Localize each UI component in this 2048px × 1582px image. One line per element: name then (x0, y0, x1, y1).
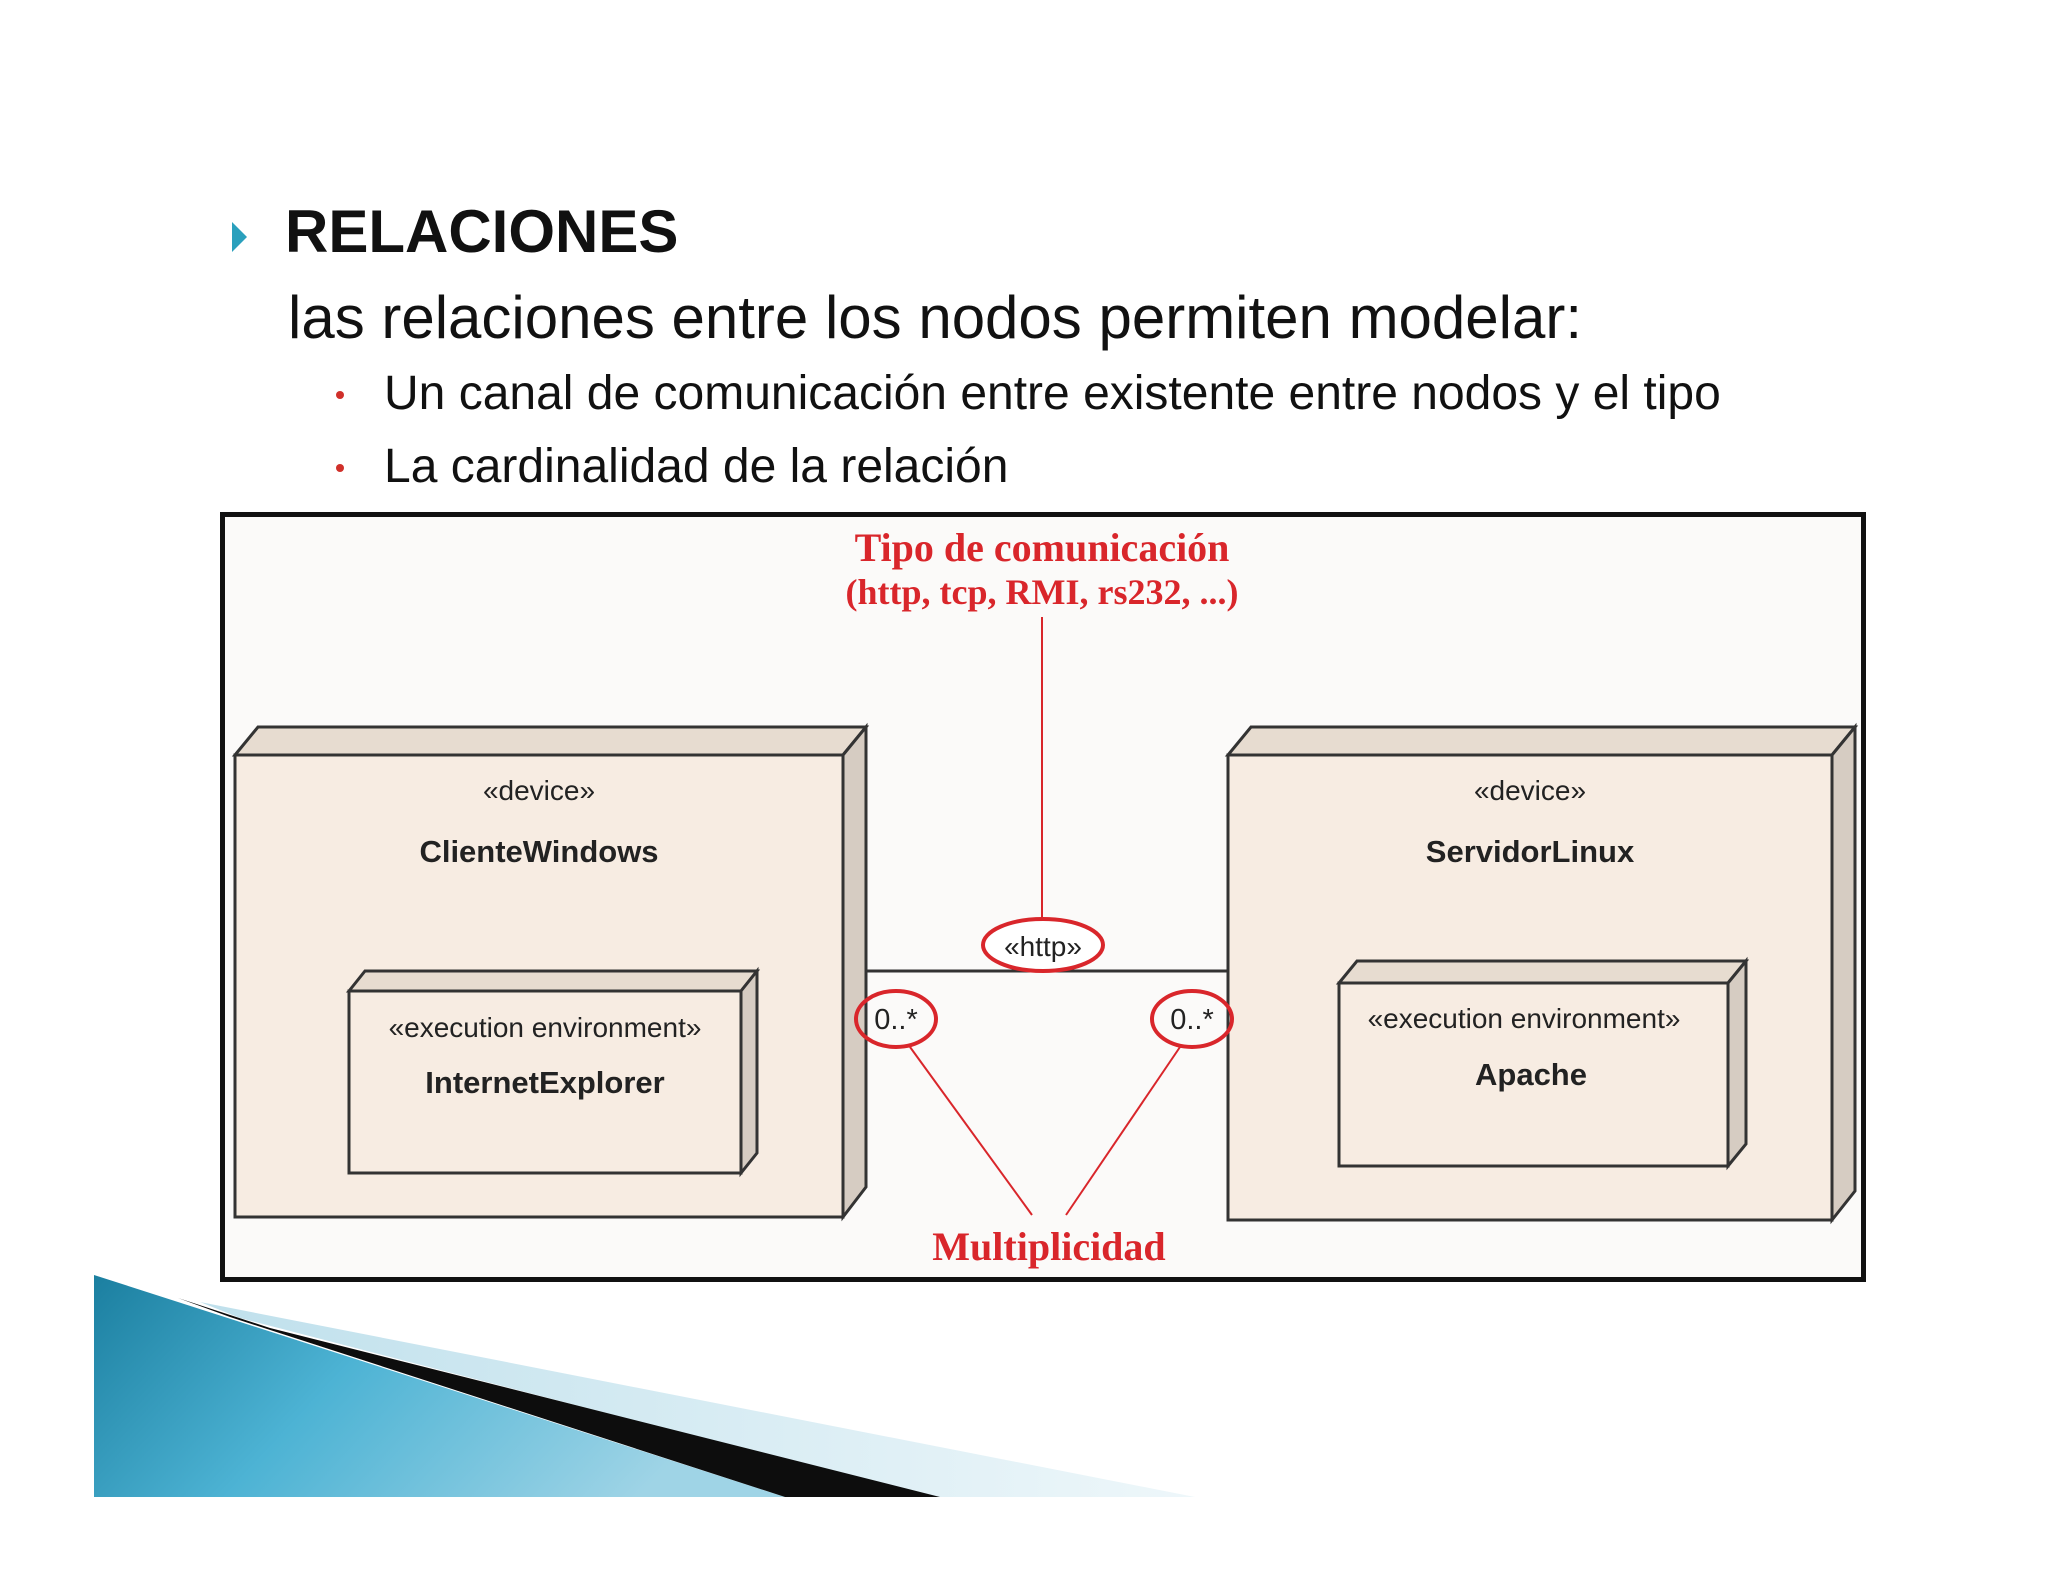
type-annotation-line1: Tipo de comunicación (854, 525, 1230, 570)
left-device-name: ClienteWindows (419, 834, 659, 869)
link-stereotype: «http» (1004, 931, 1082, 962)
type-annotation-line2: (http, tcp, RMI, rs232, ...) (845, 572, 1239, 612)
left-multiplicity: 0..* (874, 1004, 918, 1036)
multiplicity-annotation: Multiplicidad (932, 1224, 1166, 1269)
right-multiplicity: 0..* (1170, 1004, 1214, 1036)
bullet-text: Un canal de comunicación entre existente entre nodos y el tipo (384, 367, 1721, 420)
right-device-stereotype: «device» (1473, 775, 1587, 806)
left-device-stereotype: «device» (482, 775, 596, 806)
right-device-name: ServidorLinux (1425, 834, 1635, 869)
bullet-text: La cardinalidad de la relación (384, 440, 1009, 493)
right-env-name: Apache (1475, 1057, 1587, 1092)
left-env-stereotype: «execution environment» (388, 1012, 702, 1043)
right-env-stereotype: «execution environment» (1367, 1003, 1681, 1034)
left-env-name: InternetExplorer (425, 1065, 665, 1100)
slide-subheading: las relaciones entre los nodos permiten modelar: (288, 284, 1583, 351)
slide-heading: RELACIONES (285, 198, 679, 265)
